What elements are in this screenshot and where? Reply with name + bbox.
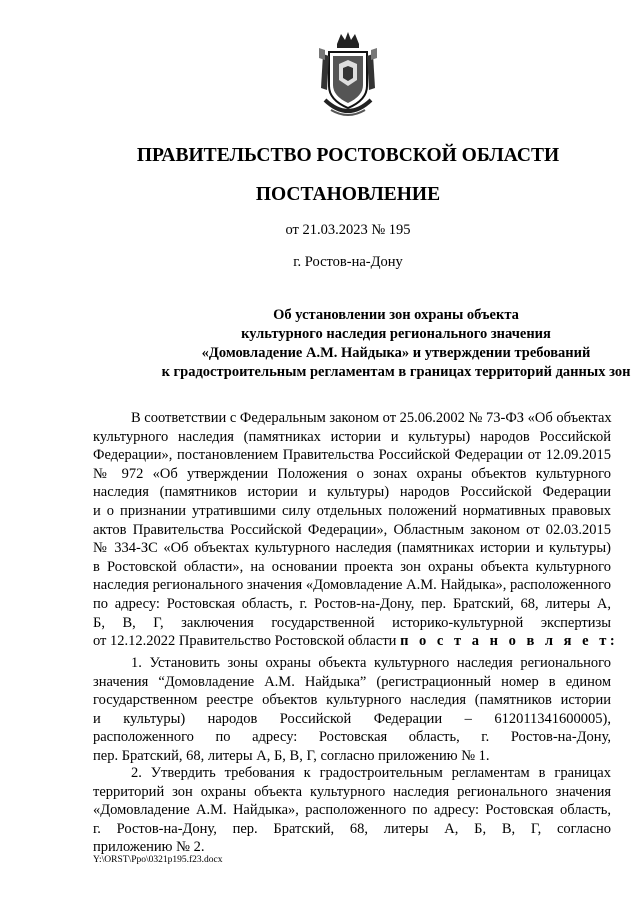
document-date-number: от 21.03.2023 № 195 (285, 222, 411, 238)
government-name: ПРАВИТЕЛЬСТВО РОСТОВСКОЙ ОБЛАСТИ (136, 145, 560, 166)
item-1-line: 1. Установить зоны охраны объекта культурного наследия регионального (131, 655, 611, 671)
file-path-footer: Y:\ORST\Ppo\0321p195.f23.docx (93, 855, 223, 865)
item-1-paragraph (93, 654, 611, 766)
item-2-paragraph (93, 764, 611, 857)
preamble-line: в Ростовской области», на основании проекта зон охраны объекта культурного (93, 558, 611, 575)
item-1-line: значения “Домовладение А.М. Найдыка” (регистрационный номер в едином (93, 673, 611, 690)
resolves-word: п о с т а н о в л я е т: (400, 633, 619, 650)
item-2-line: г. Ростов-на-Дону, пер. Братский, 68, литеры А, Б, В, Г, согласно (93, 820, 611, 837)
title-line: к градостроительным регламентам в границах территорий данных зон (161, 364, 631, 380)
document-title (96, 306, 640, 382)
document-type: ПОСТАНОВЛЕНИЕ (255, 184, 441, 205)
preamble-line: наследия (памятников истории и культуры) народов Российской Федерации (93, 484, 611, 501)
title-line: культурного наследия регионального значения (241, 326, 551, 342)
preamble-line-last (93, 632, 619, 651)
item-2-line: 2. Утвердить требования к градостроительным регламентам в границах (131, 765, 611, 781)
item-1-line-last: пер. Братский, 68, литеры А, Б, В, Г, согласно приложению № 1. (93, 747, 490, 764)
preamble-line: по адресу: Ростовская область, г. Ростов-на-Дону, пер. Братский, 68, литеры А, (93, 595, 611, 612)
preamble-line: Федерации», постановлением Правительства Российской Федерации от 12.09.2015 (93, 447, 611, 464)
item-2-line: территорий зон охраны объекта культурного наследия регионального значения (93, 783, 611, 800)
item-2-line-last: приложению № 2. (93, 839, 205, 856)
preamble-paragraph (93, 409, 619, 651)
item-1-line: государственном реестре объектов культурного наследия (памятников истории (93, 692, 611, 709)
preamble-line: актов Правительства Российской Федерации», Областным законом от 02.03.2015 (93, 521, 611, 538)
coat-of-arms-icon (315, 30, 381, 124)
preamble-line: № 972 «Об утверждении Положения о зонах охраны объектов культурного (93, 465, 611, 482)
document-city: г. Ростов-на-Дону (293, 254, 403, 270)
preamble-line: наследия регионального значения «Домовладение А.М. Найдыка», расположенного (93, 577, 611, 594)
item-2-line: «Домовладение А.М. Найдыка», расположенного по адресу: Ростовская область, (93, 802, 611, 819)
item-1-line: и культуры) народов Российской Федерации – 612011341600005), (93, 710, 611, 727)
preamble-line: № 334-ЗС «Об объектах культурного наследия (памятниках истории и культуры) (93, 540, 611, 557)
preamble-line: Б, В, Г, заключения государственной историко-культурной экспертизы (93, 614, 611, 631)
preamble-line: и о признании утратившими силу отдельных положений нормативных правовых (93, 502, 611, 519)
item-1-line: расположенного по адресу: Ростовская область, г. Ростов-на-Дону, (93, 729, 611, 746)
preamble-line: В соответствии с Федеральным законом от 25.06.2002 № 73-ФЗ «Об объектах (131, 410, 612, 426)
preamble-line: культурного наследия (памятниках истории и культуры) народов Российской (93, 428, 611, 445)
title-line: Об установлении зон охраны объекта (273, 307, 519, 323)
preamble-last-text: от 12.12.2022 Правительство Ростовской области (93, 633, 397, 650)
title-line: «Домовладение А.М. Найдыка» и утверждении требований (201, 345, 591, 361)
